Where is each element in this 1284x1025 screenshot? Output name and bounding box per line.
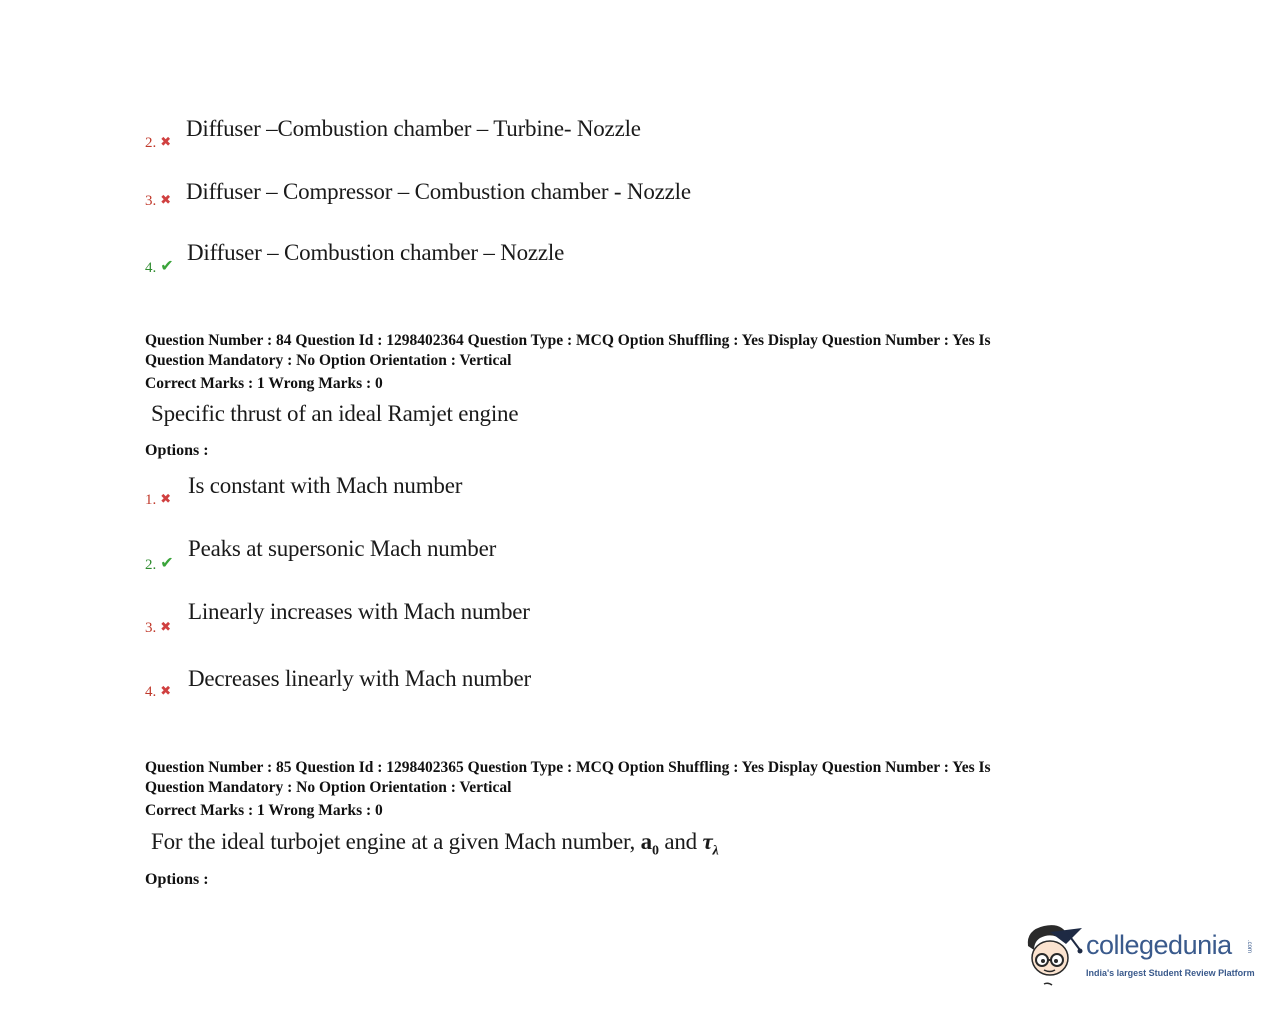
cross-mark-icon: ✖ xyxy=(160,683,172,698)
question-text xyxy=(151,829,719,860)
option-number xyxy=(145,553,174,574)
option-number-label: 2. xyxy=(145,135,157,151)
option-text: Peaks at supersonic Mach number xyxy=(188,536,497,561)
option-text: Diffuser – Combustion chamber – Nozzle xyxy=(187,240,565,265)
check-mark-icon: ✔ xyxy=(160,258,174,275)
question-text: Specific thrust of an ideal Ramjet engine xyxy=(151,401,519,426)
question-meta-line: Question Number : 85 Question Id : 1298402365 Question Type : MCQ Option Shuffling : Yes Display Question Number : Yes Is xyxy=(145,759,991,776)
option-number xyxy=(145,256,174,277)
option-text: Decreases linearly with Mach number xyxy=(188,666,531,691)
option-number-label: 4. xyxy=(145,260,157,276)
option-number-label: 1. xyxy=(145,492,157,508)
option-number-label: 3. xyxy=(145,193,157,209)
question-text-prefix: For the ideal turbojet engine at a given Mach number, xyxy=(151,829,641,854)
option-text: Diffuser – Compressor – Combustion chamber - Nozzle xyxy=(186,179,691,204)
cross-mark-icon: ✖ xyxy=(160,491,172,506)
question-meta-line: Question Mandatory : No Option Orientation : Vertical xyxy=(145,352,512,369)
symbol-tau-subscript: λ xyxy=(712,843,719,859)
question-meta-line: Question Number : 84 Question Id : 1298402364 Question Type : MCQ Option Shuffling : Yes Display Question Number : Yes Is xyxy=(145,332,991,349)
symbol-a-subscript: 0 xyxy=(651,843,659,859)
check-mark-icon: ✔ xyxy=(160,555,174,572)
option-text: Diffuser –Combustion chamber – Turbine- Nozzle xyxy=(186,116,641,141)
option-number xyxy=(145,619,171,637)
question-meta-line: Question Mandatory : No Option Orientation : Vertical xyxy=(145,779,512,796)
logo-tagline: India's largest Student Review Platform xyxy=(1086,968,1255,978)
logo-wordmark: collegedunia xyxy=(1086,930,1232,960)
options-label: Options : xyxy=(145,442,209,459)
option-number-label: 3. xyxy=(145,620,157,636)
option-number xyxy=(145,134,171,152)
symbol-a: a xyxy=(640,829,652,854)
option-text: Linearly increases with Mach number xyxy=(188,599,530,624)
option-number-label: 2. xyxy=(145,557,157,573)
question-meta xyxy=(145,758,1145,821)
mascot-icon xyxy=(1022,918,1086,988)
option-text: Is constant with Mach number xyxy=(188,473,463,498)
option-number-label: 4. xyxy=(145,684,157,700)
option-number xyxy=(145,683,171,701)
symbol-tau: τ xyxy=(702,829,713,854)
collegedunia-logo xyxy=(1022,918,1262,988)
cross-mark-icon: ✖ xyxy=(160,619,172,634)
cross-mark-icon: ✖ xyxy=(160,134,172,149)
cross-mark-icon: ✖ xyxy=(160,192,172,207)
logo-com: .com xyxy=(1246,940,1252,954)
question-meta xyxy=(145,331,1145,394)
question-marks: Correct Marks : 1 Wrong Marks : 0 xyxy=(145,375,383,392)
question-text-and: and xyxy=(658,829,703,854)
option-number xyxy=(145,491,171,509)
option-number xyxy=(145,192,171,210)
options-label: Options : xyxy=(145,871,209,888)
question-marks: Correct Marks : 1 Wrong Marks : 0 xyxy=(145,802,383,819)
